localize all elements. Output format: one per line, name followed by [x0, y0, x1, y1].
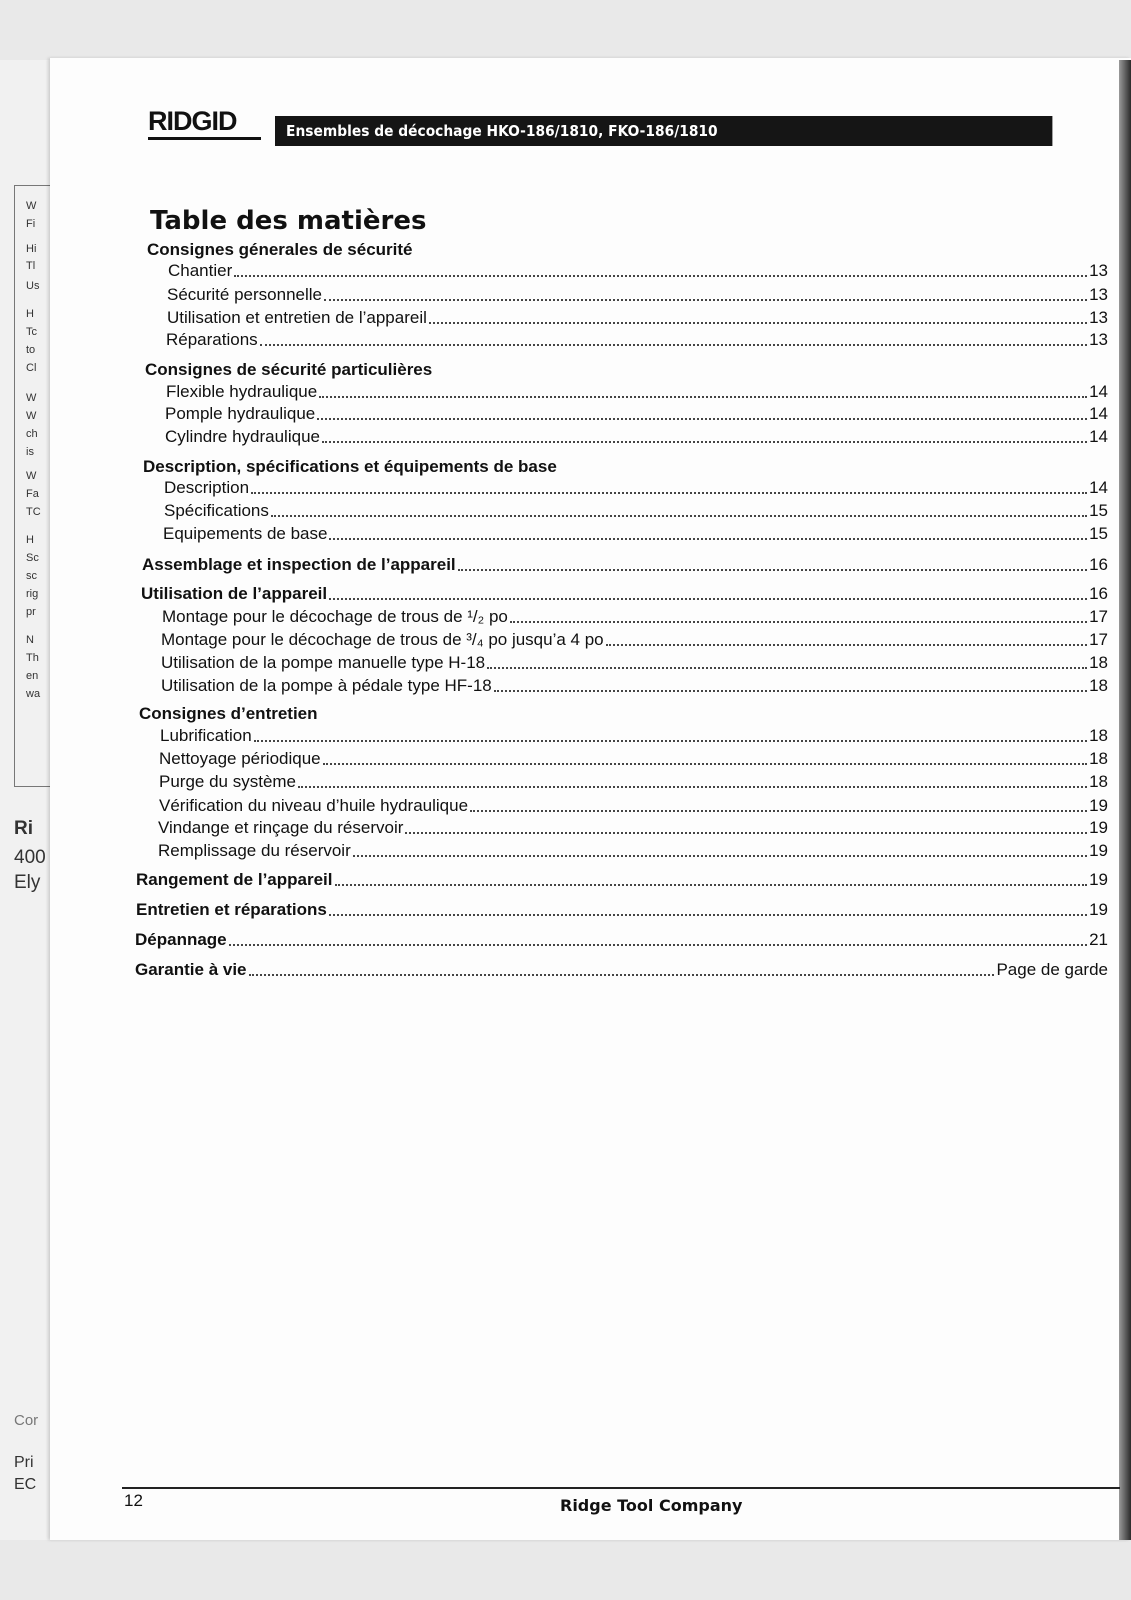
toc-page-number: 13: [1089, 308, 1108, 327]
toc-entry-label: Vérification du niveau d’huile hydraulique: [159, 796, 469, 815]
footer-company: Ridge Tool Company: [560, 1496, 743, 1515]
toc-entry: [166, 382, 1108, 402]
left-page-fragment-text: W: [26, 392, 37, 404]
toc-page-number: 14: [1089, 404, 1108, 423]
toc-entry-label: Utilisation de la pompe à pédale type HF-18: [161, 676, 492, 695]
left-page-fragment-text: 400: [14, 847, 46, 868]
toc-page-number: 16: [1089, 584, 1108, 603]
left-page-fragment-text: Pri: [14, 1454, 34, 1471]
left-page-fragment-text: W: [26, 410, 37, 422]
toc-page-number: 18: [1089, 726, 1108, 745]
toc-entry-label: Montage pour le décochage de trous de ³/₄ po jusqu’a 4 po: [161, 630, 604, 649]
toc-dot-leader: [510, 621, 1087, 623]
toc-page-number: 19: [1089, 870, 1108, 889]
toc-section-heading: Description, spécifications et équipements de base: [143, 457, 557, 476]
toc-dot-leader: [494, 690, 1087, 692]
left-page-fragment-text: W: [26, 470, 37, 482]
left-page-fragment-text: pr: [26, 606, 36, 618]
toc-section-label: Utilisation de l’appareil: [141, 584, 328, 603]
toc-entry: [161, 630, 1108, 650]
toc-dot-leader: [405, 832, 1087, 834]
left-page-fragment-text: Ely: [14, 872, 41, 893]
left-page-fragment-text: Tc: [26, 326, 37, 338]
toc-dot-leader: [260, 344, 1087, 346]
toc-page-number: 14: [1089, 427, 1108, 446]
toc-dot-leader: [329, 538, 1087, 540]
toc-entry: [164, 501, 1108, 521]
ridgid-logo: RIDGID: [148, 106, 237, 136]
toc-dot-leader: [458, 569, 1087, 571]
toc-entry: [168, 261, 1108, 281]
toc-dot-leader: [470, 810, 1087, 812]
toc-page-number: 14: [1089, 478, 1108, 497]
toc-dot-leader: [323, 763, 1087, 765]
left-page-fragment-text: Tl: [26, 260, 36, 272]
toc-dot-leader: [324, 299, 1087, 301]
toc-section-label: Assemblage et inspection de l’appareil: [142, 555, 456, 574]
toc-dot-leader: [251, 492, 1087, 494]
logo-underline: [148, 137, 261, 140]
toc-entry-label: Chantier: [168, 261, 233, 280]
toc-entry: [167, 285, 1108, 305]
toc-entry-label: Utilisation de la pompe manuelle type H-18: [161, 653, 486, 672]
toc-dot-leader: [317, 418, 1087, 420]
toc-entry-label: Vindange et rinçage du réservoir: [158, 818, 404, 837]
toc-dot-leader: [234, 275, 1087, 277]
left-page-fragment-text: ch: [26, 428, 38, 440]
toc-entry-label: Utilisation et entretien de l’appareil: [167, 308, 427, 327]
toc-page-number: 15: [1089, 524, 1108, 543]
toc-entry-label: Equipements de base: [163, 524, 328, 543]
toc-page-number: 19: [1089, 796, 1108, 815]
toc-entry: [164, 478, 1108, 498]
toc-entry: [165, 404, 1108, 424]
toc-entry-label: Cylindre hydraulique: [165, 427, 320, 446]
left-page-fragment-text: H: [26, 308, 34, 320]
left-page-fragment-text: TC: [26, 506, 41, 518]
toc-section-heading: [136, 900, 1108, 920]
left-page-fragment-text: H: [26, 534, 34, 546]
toc-entry: [159, 772, 1108, 792]
toc-section-label: Entretien et réparations: [136, 900, 327, 919]
page-number: 12: [124, 1491, 143, 1510]
left-page-fragment-text: is: [26, 446, 34, 458]
toc-page-number: 13: [1089, 261, 1108, 280]
left-page-fragment-text: W: [26, 200, 37, 212]
footer-rule: [122, 1487, 1120, 1489]
toc-dot-leader: [319, 396, 1087, 398]
left-page-fragment-text: Fa: [26, 488, 39, 500]
toc-section-heading: [135, 960, 1108, 980]
toc-page-number: 18: [1089, 676, 1108, 695]
toc-dot-leader: [329, 598, 1087, 600]
toc-page-number: 17: [1089, 607, 1108, 626]
toc-dot-leader: [329, 914, 1087, 916]
toc-entry: [158, 841, 1108, 861]
toc-entry-label: Réparations: [166, 330, 258, 349]
toc-section-label: Garantie à vie: [135, 960, 247, 979]
toc-entry: [163, 524, 1108, 544]
toc-entry-label: Purge du système: [159, 772, 297, 791]
toc-entry: [159, 796, 1108, 816]
toc-dot-leader: [322, 441, 1087, 443]
toc-dot-leader: [254, 740, 1087, 742]
toc-page-number: 16: [1089, 555, 1108, 574]
toc-section-heading: [141, 584, 1108, 604]
toc-entry-label: Flexible hydraulique: [166, 382, 318, 401]
header-title-bar: Ensembles de décochage HKO-186/1810, FKO-186/1810: [275, 116, 1052, 146]
toc-page-number: 13: [1089, 285, 1108, 304]
toc-section-label: Dépannage: [135, 930, 227, 949]
left-page-fragment-text: Th: [26, 652, 39, 664]
toc-section-label: Rangement de l’appareil: [136, 870, 333, 889]
toc-entry: [161, 653, 1108, 673]
toc-entry: [160, 726, 1108, 746]
toc-entry-label: Pomple hydraulique: [165, 404, 316, 423]
toc-entry: [162, 607, 1108, 627]
toc-page-number: 21: [1089, 930, 1108, 949]
toc-page-number: 18: [1089, 653, 1108, 672]
toc-section-heading: [135, 930, 1108, 950]
left-page-fragment-text: Hi: [26, 243, 37, 255]
toc-entry-label: Spécifications: [164, 501, 269, 520]
left-page-fragment-text: EC: [14, 1476, 37, 1493]
left-page-fragment-text: Fi: [26, 218, 36, 230]
toc-dot-leader: [271, 515, 1087, 517]
toc-page-number: Page de garde: [996, 960, 1108, 979]
toc-dot-leader: [298, 786, 1087, 788]
toc-entry-label: Montage pour le décochage de trous de ¹/₂ po: [162, 607, 508, 626]
toc-entry-label: Lubrification: [160, 726, 252, 745]
toc-section-heading: [136, 870, 1108, 890]
left-page-fragment-text: sc: [26, 570, 37, 582]
toc-page-number: 17: [1089, 630, 1108, 649]
toc-page-number: 18: [1089, 749, 1108, 768]
left-page-fragment-text: N: [26, 634, 34, 646]
toc-entry-label: Sécurité personnelle: [167, 285, 322, 304]
toc-entry-label: Remplissage du réservoir: [158, 841, 351, 860]
toc-entry: [165, 427, 1108, 447]
toc-section-heading: Consignes génerales de sécurité: [147, 240, 413, 259]
toc-entry: [167, 308, 1108, 328]
toc-entry-label: Description: [164, 478, 250, 497]
left-page-fragment-text: Cor: [14, 1412, 39, 1429]
left-page-fragment-text: wa: [26, 688, 41, 700]
left-page-fragment-text: Us: [26, 280, 40, 292]
left-page-fragment-text: Cl: [26, 362, 37, 374]
toc-page-number: 15: [1089, 501, 1108, 520]
left-page-fragment-text: en: [26, 670, 39, 682]
toc-page-number: 19: [1089, 841, 1108, 860]
toc-dot-leader: [249, 974, 995, 976]
left-page-fragment-text: to: [26, 344, 36, 356]
toc-title: Table des matières: [150, 206, 427, 236]
toc-dot-leader: [429, 322, 1087, 324]
toc-section-heading: Consignes d’entretien: [139, 704, 318, 723]
toc-page-number: 14: [1089, 382, 1108, 401]
toc-page-number: 18: [1089, 772, 1108, 791]
toc-entry: [166, 330, 1108, 350]
toc-dot-leader: [335, 884, 1088, 886]
page-edge-shadow: [1119, 60, 1131, 1540]
left-page-fragment-text: rig: [26, 588, 39, 600]
toc-page-number: 13: [1089, 330, 1108, 349]
toc-entry: [159, 749, 1108, 769]
toc-dot-leader: [487, 667, 1087, 669]
toc-entry: [158, 818, 1108, 838]
toc-section-heading: Consignes de sécurité particulières: [145, 360, 433, 379]
toc-entry: [161, 676, 1108, 696]
toc-section-heading: [142, 555, 1108, 575]
toc-dot-leader: [606, 644, 1087, 646]
toc-page-number: 19: [1089, 818, 1108, 837]
toc-entry-label: Nettoyage périodique: [159, 749, 321, 768]
toc-page-number: 19: [1089, 900, 1108, 919]
toc-dot-leader: [353, 855, 1087, 857]
left-page-fragment-text: Ri: [14, 818, 33, 839]
left-page-fragment-text: Sc: [26, 552, 39, 564]
toc-dot-leader: [229, 944, 1087, 946]
